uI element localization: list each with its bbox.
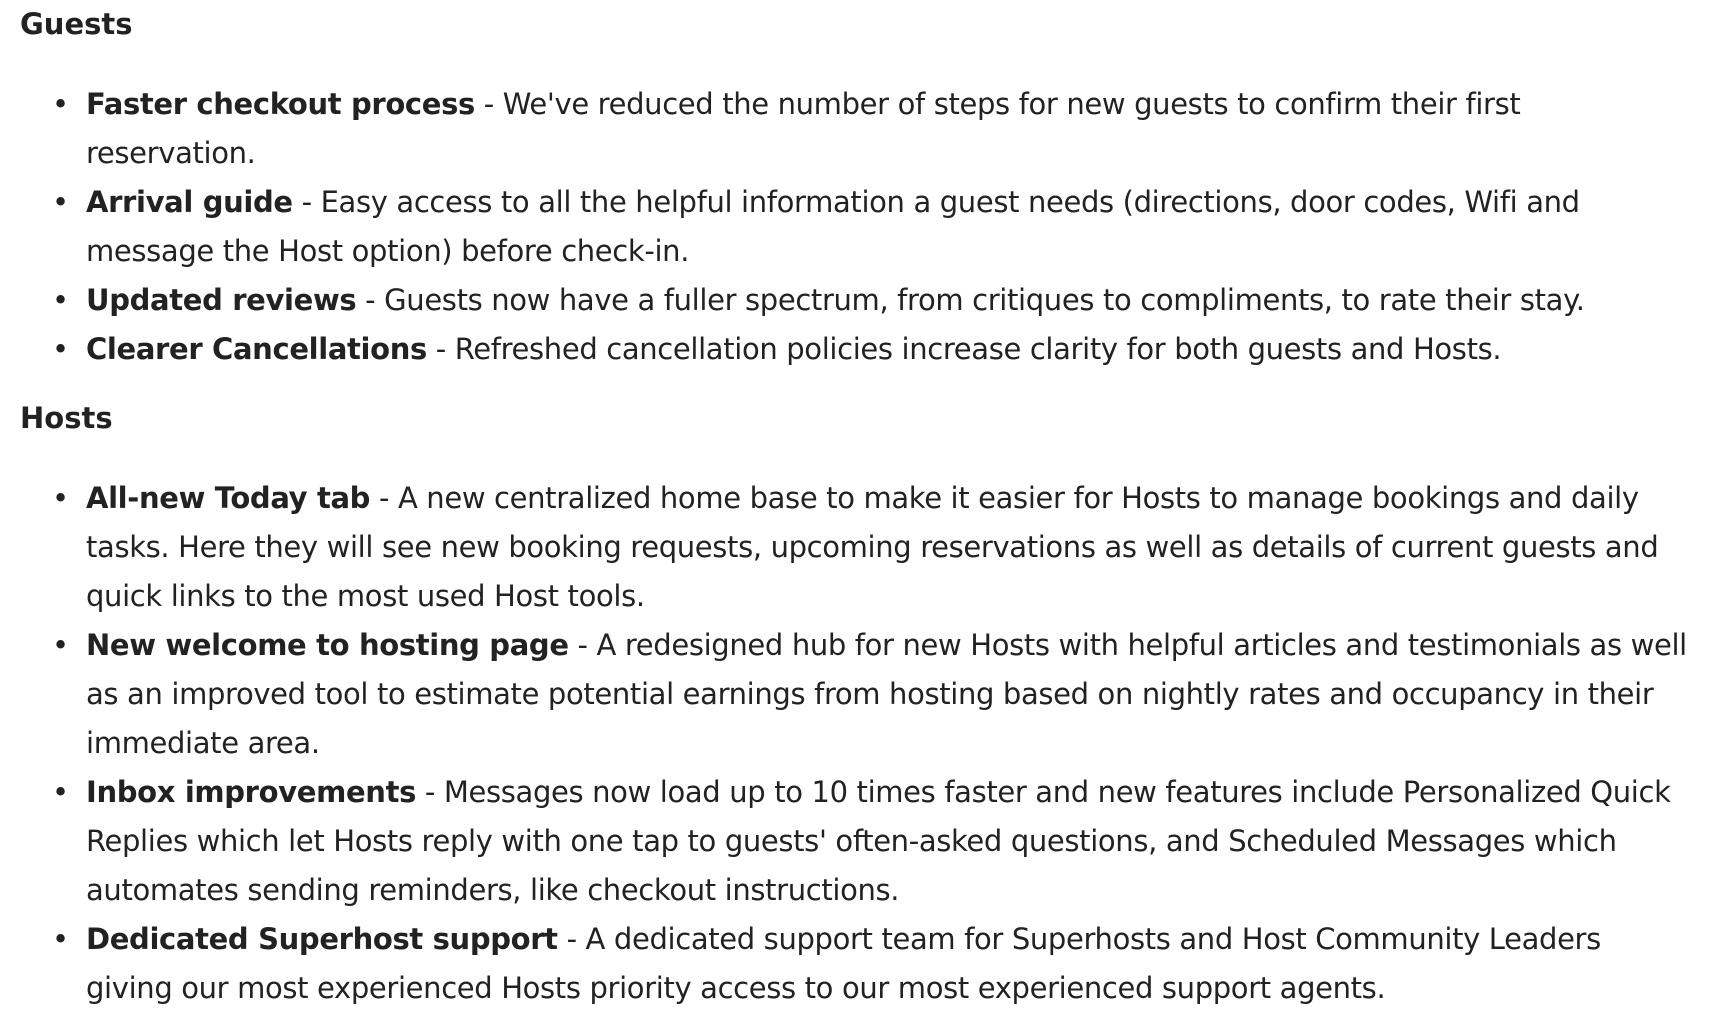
item-description: - A redesigned hub for new Hosts with helpful articles and testimonials as well as an improved tool to estimate potential earnings from hosting based on nightly rates and occupancy in their immediate area. — [86, 628, 1687, 760]
bullet-icon: • — [52, 87, 69, 121]
item-term: Faster checkout process — [86, 87, 475, 121]
list-item — [52, 80, 1690, 178]
hosts-section — [20, 396, 1690, 1013]
item-description: - Easy access to all the helpful information a guest needs (directions, door codes, Wifi and message the Host option) before check-in. — [86, 185, 1580, 268]
bullet-icon: • — [52, 922, 69, 956]
list-item — [52, 915, 1690, 1013]
guests-section — [20, 2, 1690, 374]
section-title-guests: Guests — [20, 7, 133, 41]
list-item — [52, 276, 1690, 325]
item-description: - A dedicated support team for Superhosts and Host Community Leaders giving our most experienced Hosts priority access to our most experienced support agents. — [86, 922, 1601, 1005]
bullet-icon: • — [52, 283, 69, 317]
guests-list — [20, 80, 1690, 374]
item-description: - A new centralized home base to make it easier for Hosts to manage bookings and daily tasks. Here they will see new booking requests, upcoming reservations as well as details of current guests and quick links to the most used Host tools. — [86, 481, 1659, 613]
item-term: Updated reviews — [86, 283, 357, 317]
list-item — [52, 768, 1690, 915]
item-description: - Refreshed cancellation policies increase clarity for both guests and Hosts. — [426, 332, 1502, 366]
item-term: Dedicated Superhost support — [86, 922, 558, 956]
item-term: Clearer Cancellations — [86, 332, 427, 366]
bullet-icon: • — [52, 332, 69, 366]
bullet-icon: • — [52, 628, 69, 662]
item-term: New welcome to hosting page — [86, 628, 569, 662]
list-item — [52, 178, 1690, 276]
section-title-hosts: Hosts — [20, 401, 113, 435]
item-description: - Guests now have a fuller spectrum, from critiques to compliments, to rate their stay. — [356, 283, 1585, 317]
item-term: Arrival guide — [86, 185, 293, 219]
item-description: - We've reduced the number of steps for new guests to confirm their first reservation. — [86, 87, 1521, 170]
item-term: All-new Today tab — [86, 481, 371, 515]
list-item — [52, 474, 1690, 621]
bullet-icon: • — [52, 185, 69, 219]
list-item — [52, 325, 1690, 374]
list-item — [52, 621, 1690, 768]
bullet-icon: • — [52, 481, 69, 515]
item-description: - Messages now load up to 10 times faster and new features include Personalized Quick Replies which let Hosts reply with one tap to guests' often-asked questions, and Scheduled Messages which automates sending reminders, like checkout instructions. — [86, 775, 1671, 907]
hosts-list — [20, 474, 1690, 1013]
bullet-icon: • — [52, 775, 69, 809]
item-term: Inbox improvements — [86, 775, 416, 809]
